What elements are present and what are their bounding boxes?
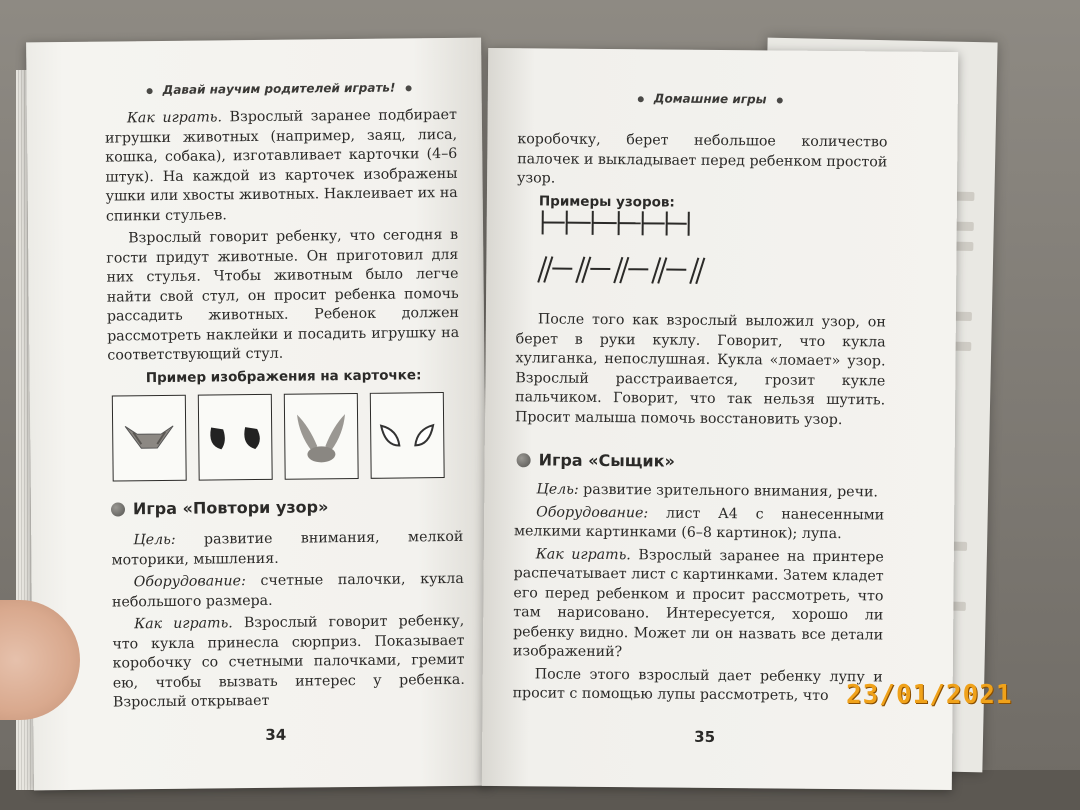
equipment-label-right: Оборудование: bbox=[536, 503, 649, 521]
bullet-icon bbox=[517, 453, 531, 467]
stick-patterns-icon bbox=[536, 198, 717, 290]
right-text-block-middle bbox=[515, 310, 886, 433]
right-p2: После того как взрослый выложил узор, он берет в руки куклу. Говорит, что кукла хулиганка, непослушная. Кукла «ломает» узор. Взрослый расстраивается, грозит кукле пальчиком. Говорит, что так нельзя шутить. Просит малыша помочь восстановить узор. bbox=[514, 311, 886, 428]
equipment-label: Оборудование: bbox=[133, 573, 246, 591]
dog-ears-icon bbox=[205, 417, 265, 458]
page-number-left: 34 bbox=[265, 725, 287, 744]
card-hare-ears bbox=[284, 393, 359, 480]
card-fox-ears bbox=[370, 392, 445, 479]
fox-ears-icon bbox=[377, 415, 437, 456]
howto-label-1: Как играть. bbox=[126, 109, 223, 127]
hare-ears-icon bbox=[291, 406, 352, 467]
equipment-text-right: лист А4 с нанесенными мелкими картинками (6–8 картинок); лупа. bbox=[513, 504, 885, 543]
equipment-text: счетные палочки, кукла небольшого размера. bbox=[111, 570, 464, 611]
right-text-block-bottom bbox=[512, 480, 884, 710]
goal-label: Цель: bbox=[133, 531, 176, 549]
page-number-right: 35 bbox=[694, 727, 716, 746]
left-p2: Взрослый говорит ребенку, что сегодня в гости придут животные. Он приготовил для них стулья. Чтобы животным было легче найти свой стул, он просит ребенка помочь рассадить животных. Ребенок должен рассмотреть наклейки и посадить игрушку на соответствующий стул. bbox=[106, 226, 460, 364]
goal-text: развитие внимания, мелкой моторики, мышления. bbox=[111, 528, 464, 569]
card-cat-ears bbox=[112, 395, 187, 482]
left-p1: Взрослый заранее подбирает игрушки животных (например, заяц, лиса, кошка, собака), изготавливает карточки (4–6 штук). На каждой из карточек изображены ушки или хвосты животных. Наклеивает их на спинки стульев. bbox=[105, 106, 458, 225]
right-page bbox=[482, 48, 958, 790]
open-book bbox=[30, 30, 960, 790]
howto-label-2: Как играть. bbox=[134, 615, 233, 633]
cat-ears-icon bbox=[121, 418, 177, 459]
card-examples bbox=[112, 392, 445, 481]
goal-text-right: развитие зрительного внимания, речи. bbox=[578, 481, 879, 501]
cards-caption: Пример изображения на карточке: bbox=[145, 366, 422, 386]
left-text-block-top bbox=[105, 106, 460, 392]
howto-text: Взрослый говорит ребенку, что кукла принесла сюрприз. Показывает коробочку со счетными палочками, гремит ею, чтобы вызвать интерес у ребенка. Взрослый открывает bbox=[112, 612, 465, 711]
right-section-heading: Игра «Сыщик» bbox=[517, 450, 675, 470]
patterns-caption: Примеры узоров: bbox=[538, 192, 675, 211]
left-running-head: Давай научим родителей играть! bbox=[137, 80, 422, 97]
right-running-head: Домашние игры bbox=[628, 91, 793, 106]
left-page bbox=[26, 38, 489, 791]
left-text-block-bottom bbox=[111, 528, 465, 716]
right-p-last: После этого взрослый дает ребенку лупу и просит с помощью лупы рассмотреть, что bbox=[512, 665, 883, 704]
bullet-icon bbox=[111, 502, 125, 516]
goal-label-right: Цель: bbox=[536, 481, 579, 498]
card-dog-ears bbox=[198, 394, 273, 481]
howto-label-right: Как играть. bbox=[535, 545, 631, 563]
date-stamp: 23/01/2021 bbox=[846, 680, 1013, 710]
left-section-heading: Игра «Повтори узор» bbox=[111, 497, 329, 518]
howto-text-right: Взрослый заранее на принтере распечатывает лист с картинками. Затем кладет его перед ребенком и просит рассмотреть, что там нарисовано. Интересуется, хорошо ли ребенку видно. Может ли он назвать все детали изображений? bbox=[512, 546, 884, 661]
right-p1: коробочку, берет небольшое количество палочек и выкладывает перед ребенком простой узор. bbox=[517, 131, 888, 187]
